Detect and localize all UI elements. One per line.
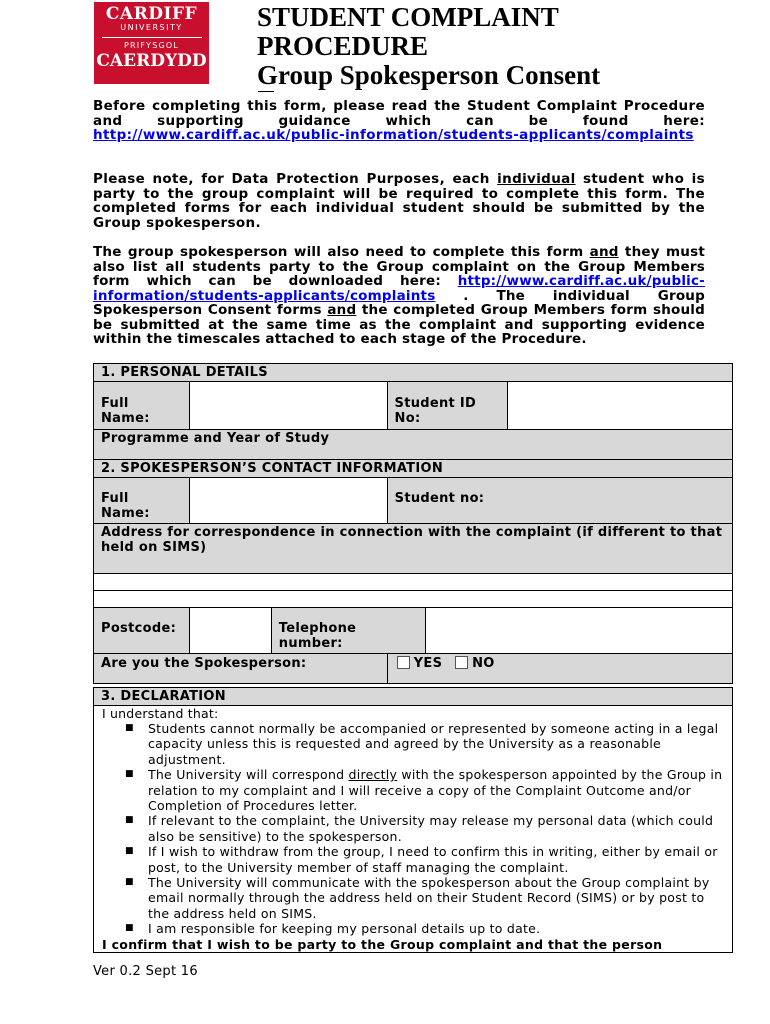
no-label: NO — [472, 656, 495, 671]
logo-line-cardiff: CARDIFF — [105, 4, 198, 24]
section-2-header: 2. SPOKESPERSON’S CONTACT INFORMATION — [94, 460, 733, 478]
student-id-input[interactable] — [508, 382, 733, 430]
bullet-icon: ■ — [125, 877, 134, 888]
student-no-text: Student no: — [394, 491, 485, 506]
postcode-input[interactable] — [189, 608, 271, 654]
programme-year-field[interactable]: Programme and Year of Study — [94, 430, 733, 460]
declaration-intro: I understand that: — [102, 706, 219, 721]
title-divider — [258, 91, 274, 92]
spokesperson-text-b: they must also list all students party to the Group complaint on the Group Members form which can be downloaded here: — [93, 244, 705, 289]
and-underlined-1: and — [589, 244, 619, 260]
declaration-table — [93, 687, 733, 706]
data-protection-text-b: student who is party to the group complaint will be required to complete this form. The completed forms for each individual student should be submitted by the Group spokesperson. — [93, 171, 705, 231]
complaints-link-1[interactable]: http://www.cardiff.ac.uk/public-information/students-applicants/complaints — [93, 127, 694, 144]
no-checkbox[interactable] — [455, 656, 468, 669]
complaints-link-2[interactable]: http://www.cardiff.ac.uk/public-information/students-applicants/complaints — [93, 273, 705, 304]
spokesperson-text-d: the completed Group Members form should be submitted at the same time as the complaint and supporting evidence within the timescales attached to each stage of the Procedure. — [93, 302, 705, 347]
personal-details-table — [93, 363, 733, 460]
and-underlined-2: and — [327, 302, 357, 318]
title-line-2: PROCEDURE — [257, 31, 429, 61]
yes-label: YES — [413, 656, 443, 671]
spokesperson-name-label: Full Name: — [94, 478, 190, 524]
declaration-item — [94, 921, 732, 936]
directly-underlined: directly — [348, 767, 398, 783]
bullet-icon: ■ — [125, 815, 134, 826]
intro-paragraph-1 — [93, 99, 705, 143]
declaration-confirm: I confirm that I wish to be party to the Group complaint and that the person — [102, 936, 663, 952]
spokesperson-text-c: . The individual Group Spokesperson Consent forms — [93, 287, 705, 318]
version-footer: Ver 0.2 Sept 16 — [93, 964, 198, 979]
intro-paragraph-3 — [93, 245, 705, 347]
postcode-label: Postcode: — [94, 608, 190, 654]
spokesperson-name-input[interactable] — [189, 478, 387, 524]
logo-line-prifysgol: PRIFYSGOL — [123, 41, 180, 50]
declaration-body — [93, 705, 733, 953]
logo-line-university: UNIVERSITY — [120, 23, 183, 32]
declaration-item-text: The University will communicate with the spokesperson about the Group complaint by email normally through the address held on their Student Record (SIMS) or by post to the address held on SIMS. — [148, 875, 710, 921]
telephone-input[interactable] — [425, 608, 732, 654]
declaration-item-text: I am responsible for keeping my personal details up to date. — [148, 921, 541, 937]
individual-underlined: individual — [497, 171, 576, 187]
yes-checkbox[interactable] — [397, 656, 410, 669]
section-1-header: 1. PERSONAL DETAILS — [94, 364, 733, 382]
section-3-header: 3. DECLARATION — [94, 688, 733, 706]
student-no-label — [387, 478, 732, 524]
declaration-item-text: Students cannot normally be accompanied or represented by someone acting in a legal capacity unless this is requested and agreed by the University as a reasonable adjustment. — [148, 721, 719, 767]
declaration-item-text: If relevant to the complaint, the University may release my personal data (which could also be sensitive) to the spokesperson. — [148, 813, 714, 844]
bullet-icon: ■ — [125, 923, 134, 934]
bullet-icon: ■ — [125, 846, 134, 857]
spokesperson-options — [387, 654, 732, 684]
bullet-icon: ■ — [125, 723, 134, 733]
intro-paragraph-2 — [93, 172, 705, 230]
address-line-1[interactable] — [94, 574, 733, 591]
declaration-item-text-rest: with the spokesperson appointed by the Group in relation to my complaint and I will receive a copy of the Complaint Outcome and/or Completion of Procedures letter. — [148, 767, 723, 814]
address-field[interactable]: Address for correspondence in connection with the complaint (if different to that held on SIMS) — [94, 524, 733, 574]
full-name-input[interactable] — [189, 382, 387, 430]
data-protection-text-a: Please note, for Data Protection Purposes, each — [93, 171, 490, 187]
title-line-3: Group Spokesperson Consent — [257, 60, 601, 90]
declaration-item — [94, 721, 732, 767]
bullet-icon: ■ — [125, 769, 134, 780]
declaration-item-text: If I wish to withdraw from the group, I need to confirm this in writing, either by email or post, to the University member of staff managing the complaint. — [148, 844, 718, 875]
declaration-item — [94, 844, 732, 875]
title-line-1: STUDENT COMPLAINT — [257, 2, 559, 32]
spokesperson-contact-table — [93, 459, 733, 684]
declaration-item — [94, 767, 732, 813]
page-title — [257, 3, 600, 90]
spokesperson-text-a: The group spokesperson will also need to complete this form — [93, 244, 584, 260]
address-line-2[interactable] — [94, 591, 733, 608]
logo-line-caerdydd: CAERDYDD — [96, 51, 207, 71]
declaration-list — [94, 721, 732, 937]
logo-divider — [102, 37, 202, 38]
full-name-label: Full Name: — [94, 382, 190, 430]
declaration-item-text: The University will correspond — [148, 767, 345, 783]
intro-text: Before completing this form, please read the Student Complaint Procedure and supporting guidance which can be found here: — [93, 98, 705, 129]
telephone-label: Telephone number: — [271, 608, 425, 654]
student-id-label: Student ID No: — [387, 382, 508, 430]
declaration-item — [94, 875, 732, 921]
declaration-item — [94, 813, 732, 844]
cardiff-university-logo — [94, 2, 209, 84]
spokesperson-question: Are you the Spokesperson: — [94, 654, 388, 684]
